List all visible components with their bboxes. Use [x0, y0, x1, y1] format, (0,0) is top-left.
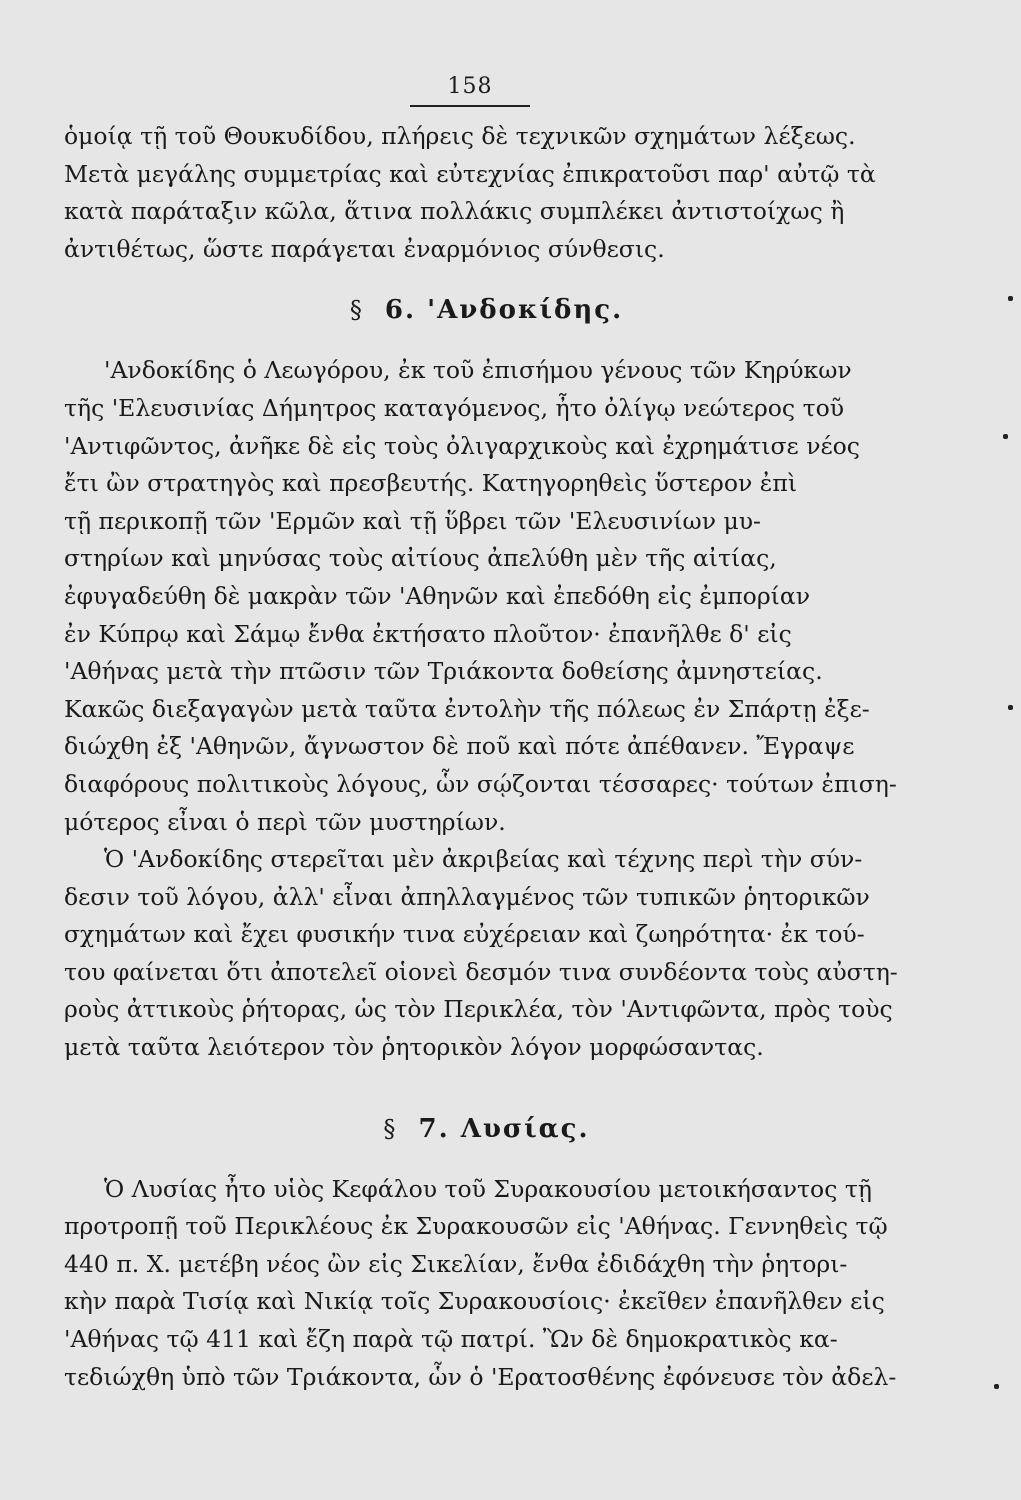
text-line: Ὁ Λυσίας ἦτο υἱὸς Κεφάλου τοῦ Συρακουσίου μετοικήσαντος τῇ — [104, 1174, 872, 1203]
text-line: 'Αθήνας τῷ 411 καὶ ἔζη παρὰ τῷ πατρί. Ὢν δὲ δημοκρατικὸς κα- — [64, 1325, 838, 1354]
text-line: μετὰ ταῦτα λειότερον τὸν ῥητορικὸν λόγον μορφώσαντας. — [64, 1033, 764, 1062]
text-line: 'Αντιφῶντος, ἀνῆκε δὲ εἰς τοὺς ὀλιγαρχικοὺς καὶ ἐχρημάτισε νέος — [64, 431, 860, 460]
text-line: του φαίνεται ὅτι ἀποτελεῖ οἱονεὶ δεσμόν τινα συνδέοντα τοὺς αὐστη- — [64, 957, 898, 986]
text-line: 'Ανδοκίδης ὁ Λεωγόρου, ἐκ τοῦ ἐπισήμου γένους τῶν Κηρύκων — [104, 356, 852, 385]
text-line: στηρίων καὶ μηνύσας τοὺς αἰτίους ἀπελύθη μὲν τῆς αἰτίας, — [64, 544, 777, 573]
text-line: ἔτι ὢν στρατηγὸς καὶ πρεσβευτής. Κατηγορηθεὶς ὕστερον ἐπὶ — [64, 469, 798, 498]
text-line: 440 π. Χ. μετέβη νέος ὢν εἰς Σικελίαν, ἔνθα ἐδιδάχθη τὴν ῥητορι- — [64, 1249, 848, 1278]
text-line: Ὁ 'Ανδοκίδης στερεῖται μὲν ἀκριβείας καὶ τέχνης περὶ τὴν σύν- — [104, 845, 863, 874]
text-line: διαφόρους πολιτικοὺς λόγους, ὧν σῴζονται τέσσαρες· τούτων ἐπιση- — [64, 769, 897, 798]
text-line: προτροπῇ τοῦ Περικλέους ἐκ Συρακουσῶν εἰς 'Αθήνας. Γεννηθεὶς τῷ — [64, 1212, 888, 1241]
text-line: τῆς 'Ελευσινίας Δήμητρος καταγόμενος, ἦτο ὀλίγῳ νεώτερος τοῦ — [64, 393, 844, 422]
text-line: ἐν Κύπρῳ καὶ Σάμῳ ἔνθα ἐκτήσατο πλοῦτον· ἐπανῆλθε δ' εἰς — [64, 619, 792, 648]
section-number: 6. — [384, 295, 417, 326]
section-mark: § — [349, 296, 364, 325]
margin-speck — [1008, 296, 1013, 301]
text-line: δεσιν τοῦ λόγου, ἀλλ' εἶναι ἀπηλλαγμένος τῶν τυπικῶν ῥητορικῶν — [64, 882, 870, 911]
text-line: ἐφυγαδεύθη δὲ μακρὰν τῶν 'Αθηνῶν καὶ ἐπεδόθη εἰς ἐμπορίαν — [64, 581, 810, 610]
text-line: 'Αθήνας μετὰ τὴν πτῶσιν τῶν Τριάκοντα δοθείσης ἀμνηστείας. — [64, 657, 823, 686]
text-line: ροὺς ἀττικοὺς ῥήτορας, ὡς τὸν Περικλέα, τὸν 'Αντιφῶντα, πρὸς τοὺς — [64, 995, 893, 1024]
section-number: 7. — [418, 1113, 450, 1144]
body-text — [64, 118, 909, 1396]
margin-speck — [1008, 705, 1013, 710]
text-line: μότερος εἶναι ὁ περὶ τῶν μυστηρίων. — [64, 807, 506, 836]
text-line: Μετὰ μεγάλης συμμετρίας καὶ εὐτεχνίας ἐπικρατοῦσι παρ' αὐτῷ τὰ — [64, 159, 876, 188]
paragraph-andokides-style — [64, 841, 909, 1067]
paragraph-lysias-biography — [64, 1171, 909, 1397]
paragraph-andokides-biography — [64, 352, 909, 841]
section-heading-andokides — [64, 268, 909, 352]
text-line: τεδιώχθη ὑπὸ τῶν Τριάκοντα, ὧν ὁ 'Ερατοσθένης ἐφόνευσε τὸν ἀδελ- — [64, 1362, 897, 1391]
text-line: κατὰ παράταξιν κῶλα, ἅτινα πολλάκις συμπλέκει ἀντιστοίχως ἢ — [64, 197, 845, 226]
text-line: κὴν παρὰ Τισίᾳ καὶ Νικίᾳ τοῖς Συρακουσίοις· ἐκεῖθεν ἐπανῆλθεν εἰς — [64, 1287, 885, 1316]
margin-speck — [1003, 434, 1008, 439]
margin-speck — [994, 1384, 999, 1389]
page-number: 158 — [447, 74, 493, 99]
text-line: σχημάτων καὶ ἔχει φυσικήν τινα εὐχέρειαν καὶ ζωηρότητα· ἐκ τού- — [64, 920, 865, 949]
text-line: ὁμοίᾳ τῇ τοῦ Θουκυδίδου, πλήρεις δὲ τεχνικῶν σχημάτων λέξεως. — [64, 122, 856, 150]
section-mark: § — [383, 1114, 398, 1143]
page-number-rule — [410, 105, 530, 107]
section-spacer — [64, 1067, 909, 1087]
text-line: τῇ περικοπῇ τῶν 'Ερμῶν καὶ τῇ ὕβρει τῶν 'Ελευσινίων μυ- — [64, 506, 761, 535]
text-line: ἀντιθέτως, ὥστε παράγεται ἐναρμόνιος σύνθεσις. — [64, 234, 665, 263]
text-line: Κακῶς διεξαγαγὼν μετὰ ταῦτα ἐντολὴν τῆς πόλεως ἐν Σπάρτῃ ἐξε- — [64, 694, 870, 723]
paragraph-continuation — [64, 118, 909, 268]
section-heading-lysias — [64, 1087, 909, 1171]
section-title: 'Ανδοκίδης. — [427, 295, 624, 326]
text-line: διώχθη ἐξ 'Αθηνῶν, ἄγνωστον δὲ ποῦ καὶ πότε ἀπέθανεν. Ἔγραψε — [64, 732, 855, 761]
section-title: Λυσίας. — [460, 1113, 590, 1144]
